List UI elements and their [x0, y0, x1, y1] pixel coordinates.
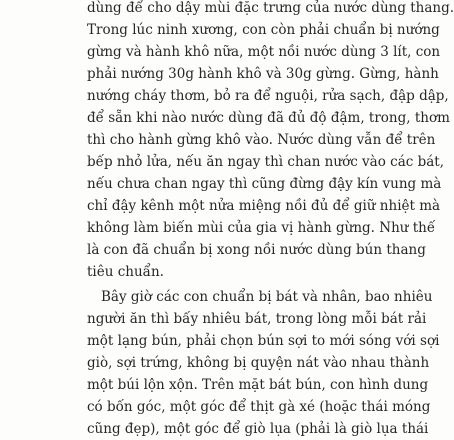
text-line: thì cho hành gừng khô vào. Nước dùng vẫn để trên	[87, 132, 436, 148]
text-line: một búi lộn xộn. Trên mặt bát bún, con hình dung	[87, 377, 429, 393]
text-line: phải nướng 30g hành khô và 30g gừng. Gừng, hành	[87, 66, 439, 82]
text-line: nướng cháy thơm, bỏ ra để nguội, rửa sạch, đập dập,	[87, 88, 449, 104]
text-line: nếu chưa chan ngay thì cũng đừng đậy kín vung mà	[87, 176, 442, 192]
text-line: gừng và hành khô nữa, một nồi nước dùng 3 lít, con	[87, 44, 441, 60]
text-line: để sẵn khi nào nước dùng đã đủ độ đậm, trong, thơm	[87, 110, 450, 126]
text-line: người ăn thì bấy nhiêu bát, trong lòng mỗi bát rải	[87, 311, 427, 327]
text-line: tiêu chuẩn.	[87, 264, 164, 280]
text-line: dùng để cho dậy mùi đặc trưng của nước dùng thang.	[87, 0, 454, 16]
text-line: là con đã chuẩn bị xong nồi nước dùng bún thang	[87, 242, 426, 258]
text-line: cũng đẹp), một góc để giò lụa (phải là giò lụa thái	[87, 421, 429, 437]
text-line: Trong lúc ninh xương, con còn phải chuẩn bị nướng	[87, 22, 440, 38]
text-line: bếp nhỏ lửa, nếu ăn ngay thì chan nước vào các bát,	[87, 154, 445, 170]
text-line: chỉ đậy kênh một nửa miệng nồi đủ để giữ nhiệt mà	[87, 198, 441, 214]
text-line: Bây giờ các con chuẩn bị bát và nhân, bao nhiêu	[101, 289, 433, 305]
text-line: có bốn góc, một góc để thịt gà xé (hoặc thái móng	[87, 399, 431, 415]
text-line: không làm biến mùi của gia vị hành gừng. Như thế	[87, 220, 436, 236]
text-line: giò, sợi trứng, không bị quyện nát vào nhau thành	[87, 355, 430, 371]
text-line: một lạng bún, phải chọn bún sợi to mới sóng với sợi	[87, 333, 440, 349]
